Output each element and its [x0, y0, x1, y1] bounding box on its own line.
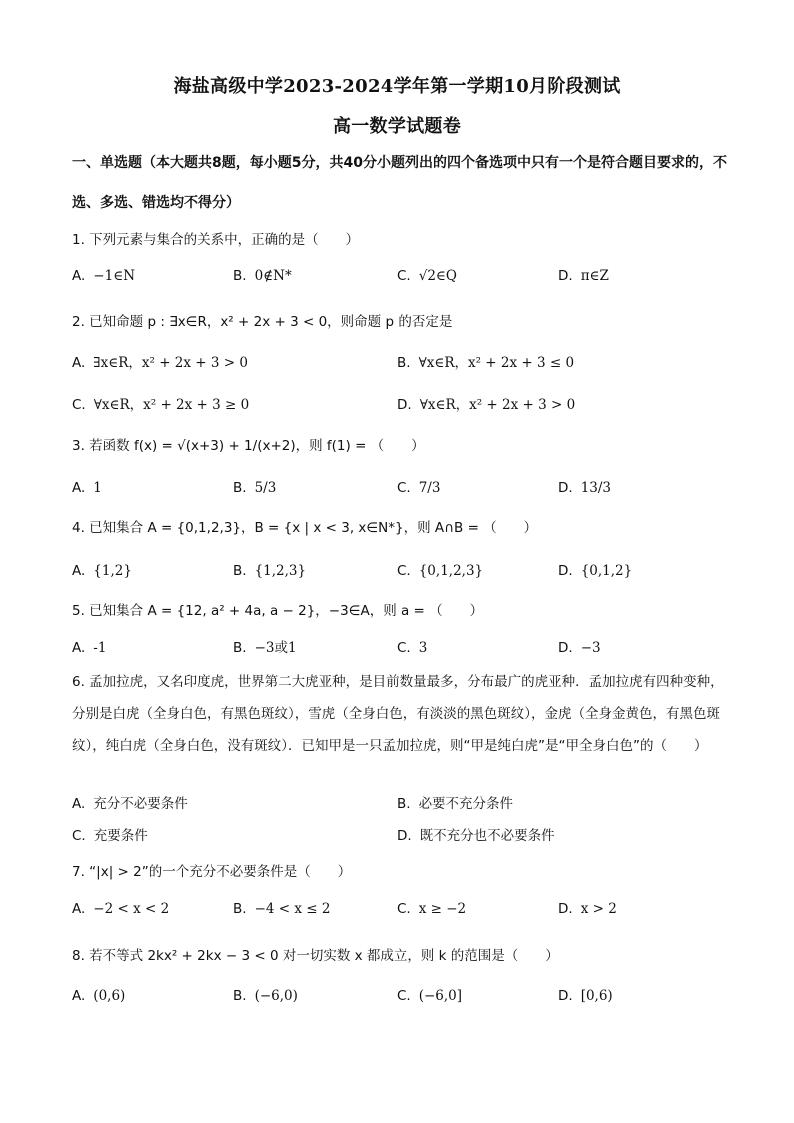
question-7-option-d	[558, 899, 617, 919]
question-1-option-a	[72, 266, 135, 286]
option-text: {1,2}	[93, 563, 132, 579]
option-label: C.	[397, 563, 411, 579]
question-7-stem: 7. “|x| > 2”的一个充分不必要条件是（ ）	[72, 864, 352, 880]
section-heading: 一、单选题（本大题共8题，每小题5分，共40分小题列出的四个备选项中只有一个是符合题目要求的，不选、多选、错选均不得分）	[72, 155, 727, 211]
question-2-option-d	[397, 395, 575, 415]
option-label: C.	[72, 397, 86, 413]
option-text: −3	[580, 640, 601, 656]
option-label: A.	[72, 640, 86, 656]
exam-subtitle: 高一数学试题卷	[332, 116, 462, 137]
option-text: 1	[93, 480, 102, 496]
question-2-stem: 2. 已知命题 p : ∃x∈R，x² + 2x + 3 < 0，则命题 p 的否定是	[72, 314, 453, 330]
question-3-option-c	[397, 478, 440, 498]
question-8-option-b	[233, 986, 298, 1006]
option-label: D.	[397, 397, 412, 413]
option-text: (−6,0]	[418, 988, 463, 1004]
option-text: 充分不必要条件	[93, 796, 188, 812]
option-label: B.	[233, 640, 247, 656]
option-text: x > 2	[580, 901, 617, 917]
option-label: C.	[397, 640, 411, 656]
option-text: [0,6)	[580, 988, 613, 1004]
option-label: D.	[558, 988, 573, 1004]
option-label: A.	[72, 355, 86, 371]
option-label: A.	[72, 563, 86, 579]
question-7-option-c	[397, 899, 466, 919]
question-7-option-b	[233, 899, 330, 919]
option-text: {1,2,3}	[254, 563, 307, 579]
question-1-option-b	[233, 266, 292, 286]
option-text: 0∉N*	[254, 268, 292, 284]
option-text: (−6,0)	[254, 988, 298, 1004]
question-8-option-a	[72, 986, 125, 1006]
question-8-stem: 8. 若不等式 2kx² + 2kx − 3 < 0 对一切实数 x 都成立，则 k 的范围是（ ）	[72, 948, 559, 964]
option-label: D.	[558, 640, 573, 656]
question-2-option-a	[72, 353, 248, 373]
option-label: B.	[233, 268, 247, 284]
option-label: B.	[233, 901, 247, 917]
question-5-stem: 5. 已知集合 A = {12, a² + 4a, a − 2}，−3∈A，则 a = （ ）	[72, 603, 484, 619]
question-4-option-c	[397, 561, 483, 581]
question-5-option-b	[233, 638, 297, 658]
option-text: 既不充分也不必要条件	[419, 828, 555, 844]
option-text: √2∈Q	[418, 268, 457, 284]
option-text: π∈Z	[580, 268, 609, 284]
option-label: B.	[233, 988, 247, 1004]
option-label: C.	[72, 828, 86, 844]
question-4-option-b	[233, 561, 306, 581]
option-label: B.	[397, 355, 411, 371]
option-label: B.	[397, 796, 411, 812]
question-6-stem: 6. 孟加拉虎，又名印度虎，世界第二大虎亚种，是目前数量最多，分布最广的虎亚种．孟加拉虎有四种变种，分别是白虎（全身白色，有黑色斑纹），雪虎（全身白色，有淡淡的黑色斑纹），金虎（全身金黄色，有黑色斑纹），纯白虎（全身白色，没有斑纹）．已知甲是一只孟加拉虎，则“甲是纯白虎”是“甲全身白色”的（ ）	[72, 674, 724, 754]
question-3-option-a	[72, 478, 102, 498]
option-text: 7/3	[418, 480, 441, 496]
question-6-option-c	[72, 826, 148, 846]
question-5-option-d	[558, 638, 601, 658]
question-2-option-b	[397, 353, 574, 373]
option-label: A.	[72, 268, 86, 284]
option-label: A.	[72, 796, 86, 812]
question-4-option-a	[72, 561, 132, 581]
question-3-option-b	[233, 478, 276, 498]
question-3-stem: 3. 若函数 f(x) = √(x+3) + 1/(x+2)，则 f(1) = （ ）	[72, 438, 425, 454]
option-text: 3	[418, 640, 428, 656]
option-text: 必要不充分条件	[418, 796, 514, 812]
option-label: C.	[397, 480, 411, 496]
option-label: C.	[397, 901, 411, 917]
option-label: D.	[558, 268, 573, 284]
option-text: 5/3	[254, 480, 277, 496]
question-1-option-d	[558, 266, 609, 286]
question-4-stem: 4. 已知集合 A = {0,1,2,3}，B = {x | x < 3, x∈N*}，则 A∩B = （ ）	[72, 520, 538, 536]
option-label: A.	[72, 901, 86, 917]
option-text: −2 < x < 2	[93, 901, 170, 917]
option-text: 充要条件	[93, 828, 148, 844]
question-2-option-c	[72, 395, 249, 415]
option-text: −1∈N	[93, 268, 136, 284]
option-text: ∀x∈R，x² + 2x + 3 ≤ 0	[418, 355, 575, 371]
question-7-option-a	[72, 899, 169, 919]
option-label: B.	[233, 480, 247, 496]
option-text: (0,6)	[93, 988, 126, 1004]
option-label: D.	[558, 901, 573, 917]
option-text: -1	[93, 640, 107, 656]
option-text: −4 < x ≤ 2	[254, 901, 331, 917]
question-5-option-c	[397, 638, 427, 658]
question-8-option-c	[397, 986, 462, 1006]
question-1-stem: 1. 下列元素与集合的关系中，正确的是（ ）	[72, 232, 360, 248]
option-text: x ≥ −2	[418, 901, 467, 917]
option-label: D.	[397, 828, 412, 844]
question-4-option-d	[558, 561, 632, 581]
option-text: {0,1,2}	[580, 563, 633, 579]
option-label: B.	[233, 563, 247, 579]
option-text: ∃x∈R，x² + 2x + 3 > 0	[93, 355, 248, 371]
option-label: A.	[72, 480, 86, 496]
question-6-option-d	[397, 826, 555, 846]
option-text: ∀x∈R，x² + 2x + 3 ≥ 0	[93, 397, 250, 413]
question-6-option-b	[397, 794, 513, 814]
option-label: D.	[558, 563, 573, 579]
option-label: C.	[397, 988, 411, 1004]
option-text: 13/3	[580, 480, 612, 496]
question-1-option-c	[397, 266, 457, 286]
option-label: C.	[397, 268, 411, 284]
question-5-option-a	[72, 638, 106, 658]
option-text: −3或1	[254, 640, 297, 656]
question-3-option-d	[558, 478, 611, 498]
exam-title: 海盐高级中学2023-2024学年第一学期10月阶段测试	[173, 76, 621, 97]
question-8-option-d	[558, 986, 613, 1006]
option-label: D.	[558, 480, 573, 496]
option-text: ∀x∈R，x² + 2x + 3 > 0	[419, 397, 576, 413]
option-text: {0,1,2,3}	[418, 563, 484, 579]
option-label: A.	[72, 988, 86, 1004]
question-6-option-a	[72, 794, 188, 814]
